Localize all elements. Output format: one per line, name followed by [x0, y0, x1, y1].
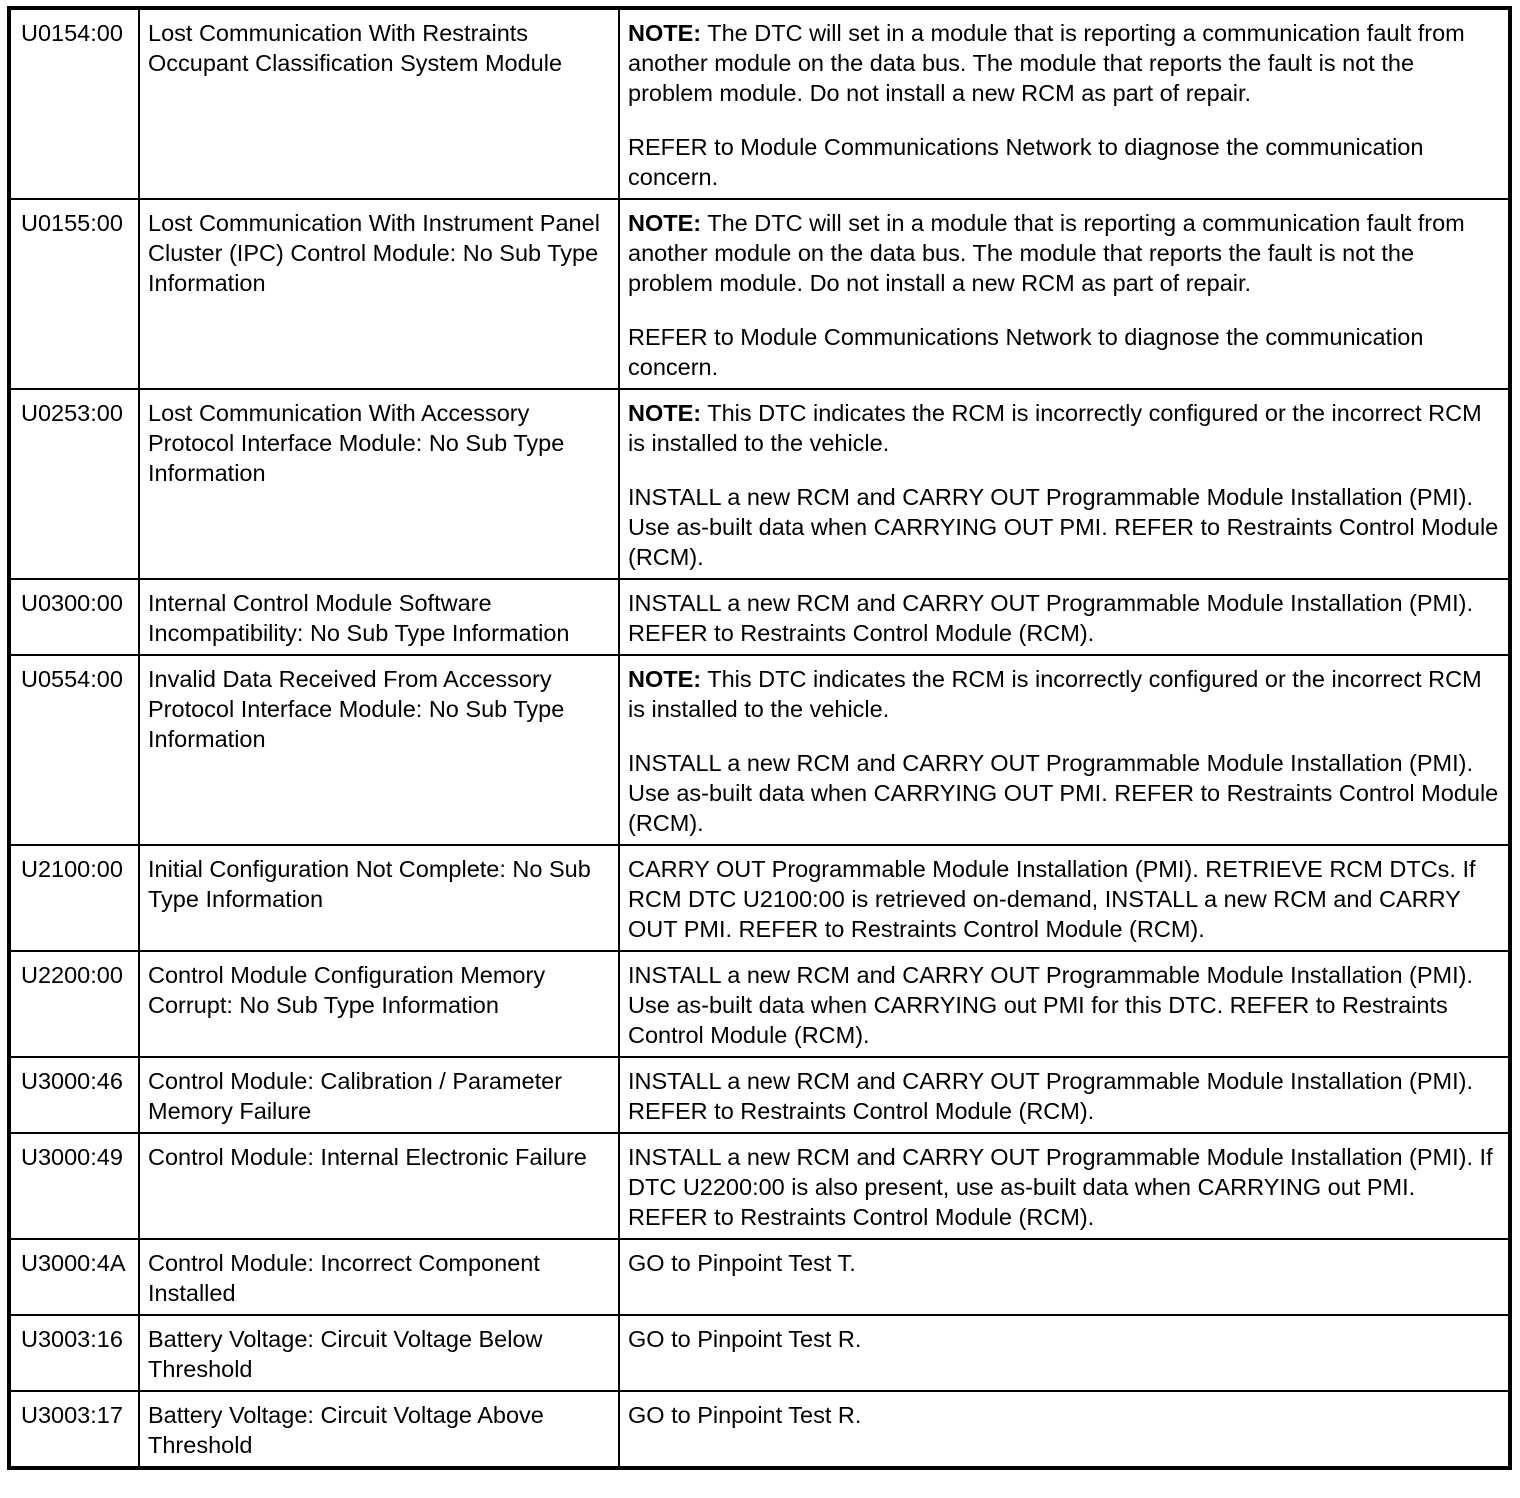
note-text: The DTC will set in a module that is reporting a communication fault from another module on the data bus. The module that reports the fault is not the problem module. Do not install a new RCM as part of repair.	[628, 20, 1465, 106]
dtc-description: Lost Communication With Instrument Panel Cluster (IPC) Control Module: No Sub Type Information	[139, 199, 619, 389]
action-text: INSTALL a new RCM and CARRY OUT Programmable Module Installation (PMI). REFER to Restraints Control Module (RCM).	[628, 590, 1474, 646]
dtc-code: U0253:00	[9, 389, 139, 579]
table-row	[9, 1315, 1510, 1391]
dtc-code: U2200:00	[9, 951, 139, 1057]
dtc-action-cell	[619, 1133, 1510, 1239]
table-row	[9, 1239, 1510, 1315]
dtc-code: U3003:16	[9, 1315, 139, 1391]
table-row	[9, 951, 1510, 1057]
note-label: NOTE:	[628, 666, 702, 692]
dtc-action-cell	[619, 389, 1510, 579]
table-row	[9, 1391, 1510, 1468]
note-text: The DTC will set in a module that is reporting a communication fault from another module on the data bus. The module that reports the fault is not the problem module. Do not install a new RCM as part of repair.	[628, 210, 1465, 296]
table-row	[9, 389, 1510, 579]
dtc-code: U2100:00	[9, 845, 139, 951]
dtc-code: U0554:00	[9, 655, 139, 845]
action-text: INSTALL a new RCM and CARRY OUT Programmable Module Installation (PMI). REFER to Restraints Control Module (RCM).	[628, 1068, 1474, 1124]
table-row	[9, 1057, 1510, 1133]
dtc-code: U3003:17	[9, 1391, 139, 1468]
dtc-description: Lost Communication With Restraints Occupant Classification System Module	[139, 8, 619, 199]
action-text: INSTALL a new RCM and CARRY OUT Programmable Module Installation (PMI). If DTC U2200:00 is also present, use as-built data when CARRYING out PMI. REFER to Restraints Control Module (RCM).	[628, 1144, 1493, 1230]
dtc-action-cell	[619, 1239, 1510, 1315]
note-label: NOTE:	[628, 20, 702, 46]
dtc-action-cell	[619, 1315, 1510, 1391]
action-text: REFER to Module Communications Network to diagnose the communication concern.	[628, 324, 1424, 380]
dtc-description: Control Module: Calibration / Parameter Memory Failure	[139, 1057, 619, 1133]
dtc-description: Internal Control Module Software Incompatibility: No Sub Type Information	[139, 579, 619, 655]
dtc-action-cell	[619, 579, 1510, 655]
dtc-description: Invalid Data Received From Accessory Protocol Interface Module: No Sub Type Information	[139, 655, 619, 845]
dtc-code: U0300:00	[9, 579, 139, 655]
note-text: This DTC indicates the RCM is incorrectly configured or the incorrect RCM is installed to the vehicle.	[628, 666, 1482, 722]
dtc-code: U0154:00	[9, 8, 139, 199]
action-text: REFER to Module Communications Network to diagnose the communication concern.	[628, 134, 1424, 190]
dtc-code: U3000:46	[9, 1057, 139, 1133]
note-text: This DTC indicates the RCM is incorrectly configured or the incorrect RCM is installed to the vehicle.	[628, 400, 1482, 456]
action-text: GO to Pinpoint Test T.	[628, 1250, 856, 1276]
dtc-description: Battery Voltage: Circuit Voltage Below Threshold	[139, 1315, 619, 1391]
table-row	[9, 579, 1510, 655]
note-paragraph	[628, 664, 1500, 724]
action-text: INSTALL a new RCM and CARRY OUT Programmable Module Installation (PMI). Use as-built data when CARRYING out PMI for this DTC. REFER to Restraints Control Module (RCM).	[628, 962, 1474, 1048]
action-text: CARRY OUT Programmable Module Installation (PMI). RETRIEVE RCM DTCs. If RCM DTC U2100:00 is retrieved on-demand, INSTALL a new RCM and CARRY OUT PMI. REFER to Restraints Control Module (RCM).	[628, 856, 1476, 942]
table-row	[9, 655, 1510, 845]
dtc-action-cell	[619, 199, 1510, 389]
dtc-action-cell	[619, 655, 1510, 845]
note-label: NOTE:	[628, 400, 702, 426]
dtc-action-cell	[619, 8, 1510, 199]
table-row	[9, 8, 1510, 199]
dtc-description: Battery Voltage: Circuit Voltage Above Threshold	[139, 1391, 619, 1468]
dtc-action-cell	[619, 1057, 1510, 1133]
action-text: GO to Pinpoint Test R.	[628, 1402, 862, 1428]
dtc-action-cell	[619, 1391, 1510, 1468]
table-row	[9, 1133, 1510, 1239]
dtc-code: U3000:4A	[9, 1239, 139, 1315]
action-text: INSTALL a new RCM and CARRY OUT Programmable Module Installation (PMI). Use as-built data when CARRYING OUT PMI. REFER to Restraints Control Module (RCM).	[628, 750, 1499, 836]
dtc-action-cell	[619, 845, 1510, 951]
note-paragraph	[628, 398, 1500, 458]
dtc-description: Control Module: Incorrect Component Installed	[139, 1239, 619, 1315]
note-label: NOTE:	[628, 210, 702, 236]
action-text: INSTALL a new RCM and CARRY OUT Programmable Module Installation (PMI). Use as-built data when CARRYING OUT PMI. REFER to Restraints Control Module (RCM).	[628, 484, 1499, 570]
dtc-description: Control Module Configuration Memory Corrupt: No Sub Type Information	[139, 951, 619, 1057]
dtc-code: U3000:49	[9, 1133, 139, 1239]
note-paragraph	[628, 18, 1500, 108]
dtc-table	[7, 6, 1512, 1470]
table-row	[9, 845, 1510, 951]
dtc-description: Control Module: Internal Electronic Failure	[139, 1133, 619, 1239]
dtc-description: Initial Configuration Not Complete: No Sub Type Information	[139, 845, 619, 951]
dtc-action-cell	[619, 951, 1510, 1057]
note-paragraph	[628, 208, 1500, 298]
dtc-description: Lost Communication With Accessory Protocol Interface Module: No Sub Type Information	[139, 389, 619, 579]
action-text: GO to Pinpoint Test R.	[628, 1326, 862, 1352]
dtc-code: U0155:00	[9, 199, 139, 389]
table-row	[9, 199, 1510, 389]
dtc-table-body	[9, 8, 1510, 1468]
